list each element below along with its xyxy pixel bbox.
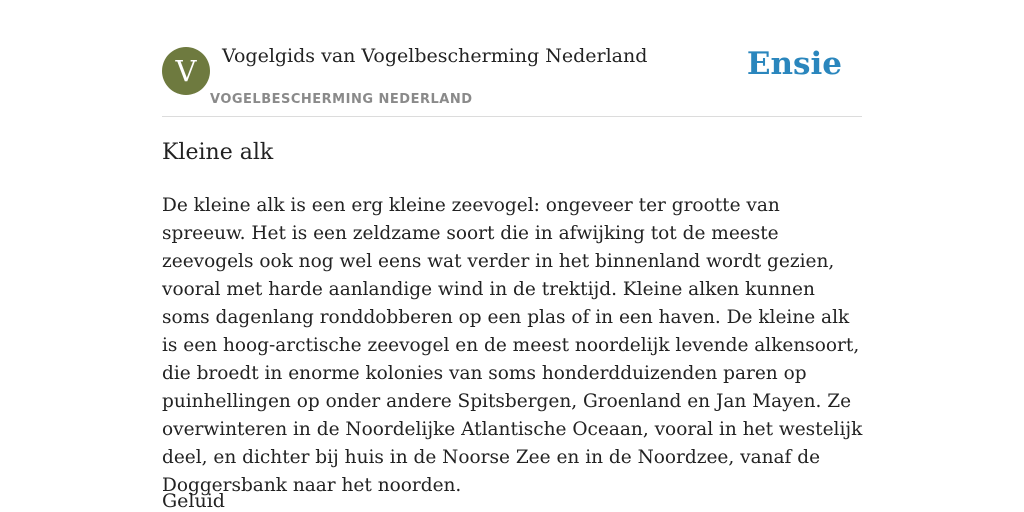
- entry-title: Kleine alk: [162, 140, 274, 165]
- ensie-logo[interactable]: Ensie: [746, 46, 842, 82]
- entry-description: De kleine alk is een erg kleine zeevogel: ongeveer ter grootte van spreeuw. Het is een zeldzame soort die in afwijking tot de meeste zeevogels ook nog wel eens wat verder in het binnenland wordt gezien, vooral met harde aanlandige wind in de trektijd. Kleine alken kunnen soms dagenlang ronddobberen op een plas of in een haven. De kleine alk is een hoog-arctische zeevogel en de meest noordelijk levende alkensoort, die broedt in enorme kolonies van soms honderdduizenden paren op puinhellingen op onder andere Spitsbergen, Groenland en Jan Mayen. Ze overwinteren in de Noordelijke Atlantische Oceaan, vooral in het westelijk deel, en dichter bij huis in de Noorse Zee en in de Noordzee, vanaf de Doggersbank naar het noorden.: [162, 195, 863, 496]
- section-heading-geluid: Geluid: [162, 490, 225, 512]
- publisher-name: VOGELBESCHERMING NEDERLAND: [210, 92, 473, 107]
- source-title-link[interactable]: Vogelgids van Vogelbescherming Nederland: [222, 45, 648, 67]
- source-header: [162, 0, 862, 117]
- source-avatar: V: [162, 47, 210, 95]
